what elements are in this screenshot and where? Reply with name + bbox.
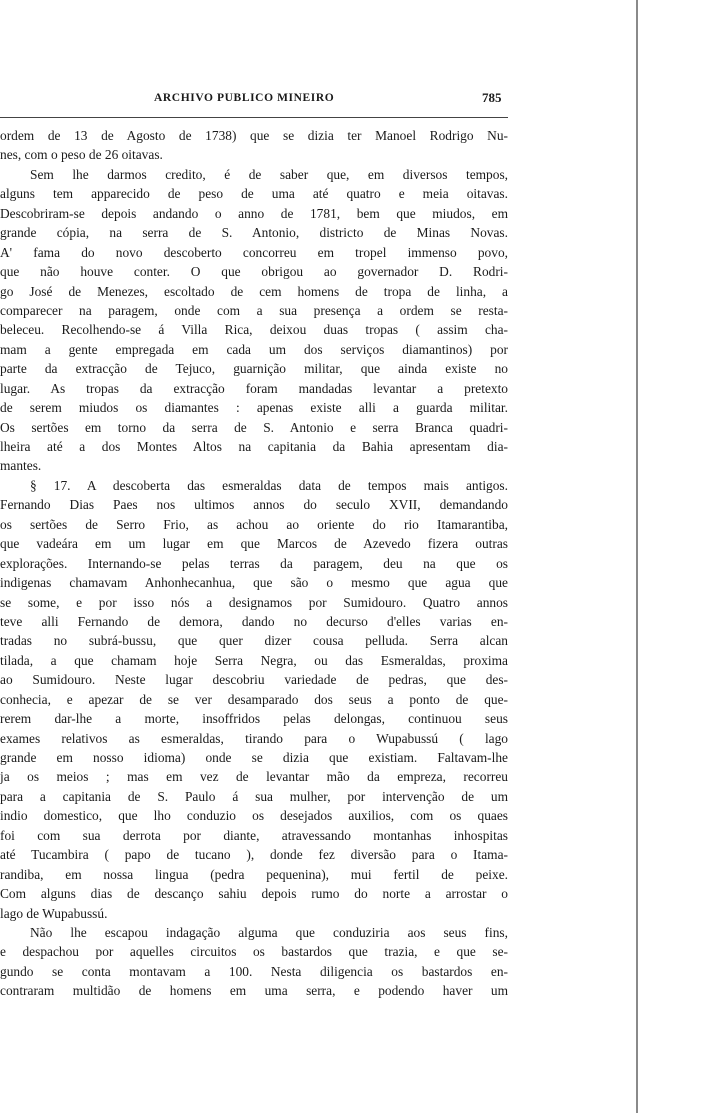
text-line: tradas no subrá-bussu, que quer dizer cousa pelluda. Serra alcan: [0, 633, 508, 649]
text-line: lheira até a dos Montes Altos na capitania da Bahia apresentam dia-: [0, 439, 508, 454]
text-line: mantes.: [0, 458, 42, 474]
body-text: [0, 126, 508, 1001]
text-line: exames relativos as esmeraldas, tirando para o Wupabussú ( lago: [0, 730, 508, 746]
text-line: gundo se conta montavam a 100. Nesta diligencia os bastardos en-: [0, 963, 508, 979]
text-line: Com alguns dias de descanço sahiu depois rumo do norte a arrostar o: [0, 886, 508, 902]
text-line: alguns tem apparecido de peso de uma até quatro e meia oitavas.: [0, 186, 508, 202]
text-line: que não houve conter. O que obrigou ao governador D. Rodri-: [0, 264, 508, 280]
text-line: indigenas chamavam Anhonhecanhua, que são o mesmo que agua que: [0, 575, 508, 591]
text-line: para a capitania de S. Paulo á sua mulher, por intervenção de um: [0, 788, 508, 804]
text-line: A' fama do novo descoberto concorreu em tropel immenso povo,: [0, 244, 508, 260]
text-line: e despachou por aquelles circuitos os bastardos que trazia, e que se-: [0, 944, 508, 960]
text-line: que vadeára em um lugar em que Marcos de Azevedo fizera outras: [0, 536, 508, 552]
text-line: Os sertões em torno da serra de S. Antonio e serra Branca quadri-: [0, 419, 508, 435]
text-line: contraram multidão de homens em uma serra, e podendo haver um: [0, 983, 508, 999]
text-line: ja os meios ; mas em vez de levantar mão da empreza, recorreu: [0, 769, 508, 785]
header-rule: [0, 117, 508, 118]
text-line: comparecer na paragem, onde com a sua presença a ordem se resta-: [0, 302, 508, 318]
text-line: até Tucambira ( papo de tucano ), donde fez diversão para o Itama-: [0, 847, 508, 863]
text-line: ao Sumidouro. Neste lugar descobriu variedade de pedras, que des-: [0, 672, 508, 688]
page-number: 785: [482, 90, 502, 105]
text-line: Sem lhe darmos credito, é de saber que, em diversos tempos,: [30, 166, 508, 182]
text-line: randiba, em nossa lingua (pedra pequenina), mui fertil de peixe.: [0, 866, 508, 882]
text-line: ordem de 13 de Agosto de 1738) que se dizia ter Manoel Rodrigo Nu-: [0, 128, 508, 143]
text-line: parte da extracção de Tejuco, guarnição militar, que ainda existe no: [0, 361, 508, 377]
text-line: explorações. Internando-se pelas terras da paragem, deu na que os: [0, 555, 508, 571]
text-line: indio domestico, que lho conduzio os desejados auxilios, com os quaes: [0, 808, 508, 824]
page-spine-edge: [636, 0, 638, 1113]
text-line: nes, com o peso de 26 oitavas.: [0, 147, 163, 163]
text-line: Fernando Dias Paes nos ultimos annos do seculo XVII, demandando: [0, 497, 508, 513]
text-line: Não lhe escapou indagação alguma que conduziria aos seus fins,: [30, 924, 508, 940]
text-line: grande cópia, na serra de S. Antonio, districto de Minas Novas.: [0, 225, 508, 241]
text-line: mam a gente empregada em cada um dos serviços diamantinos) por: [0, 341, 508, 357]
text-line: foi com sua derrota por diante, atravessando montanhas inhospitas: [0, 827, 508, 843]
text-line: de serem miudos os diamantes : apenas existe alli a guarda militar.: [0, 400, 508, 416]
text-line: conhecia, e apezar de se ver desamparado dos seus a ponto de que-: [0, 691, 508, 707]
text-line: rerem dar-lhe a morte, insoffridos pelas delongas, continuou seus: [0, 711, 508, 727]
text-line: teve alli Fernando de demora, dando no decurso d'elles varias en-: [0, 613, 508, 629]
text-line: tilada, a que chamam hoje Serra Negra, ou das Esmeraldas, proxima: [0, 652, 508, 668]
text-line: lugar. As tropas da extracção foram mandadas levantar a pretexto: [0, 380, 508, 396]
text-line: go José de Menezes, escoltado de cem homens de tropa de linha, a: [0, 283, 508, 299]
text-line: se some, e por isso nós a designamos por Sumidouro. Quatro annos: [0, 594, 508, 610]
text-line: § 17. A descoberta das esmeraldas data de tempos mais antigos.: [30, 477, 508, 493]
text-line: Descobriram-se depois andando o anno de 1781, bem que miudos, em: [0, 205, 508, 221]
text-line: os sertões de Serro Frio, as achou ao oriente do rio Itamarantiba,: [0, 516, 508, 532]
text-line: beleceu. Recolhendo-se á Villa Rica, deixou duas tropas ( assim cha-: [0, 322, 508, 338]
running-header: [0, 92, 520, 112]
text-line: grande em nosso idioma) onde se dizia que existiam. Faltavam-lhe: [0, 750, 508, 765]
running-title: ARCHIVO PUBLICO MINEIRO: [154, 92, 335, 104]
text-line: lago de Wupabussú.: [0, 905, 108, 921]
